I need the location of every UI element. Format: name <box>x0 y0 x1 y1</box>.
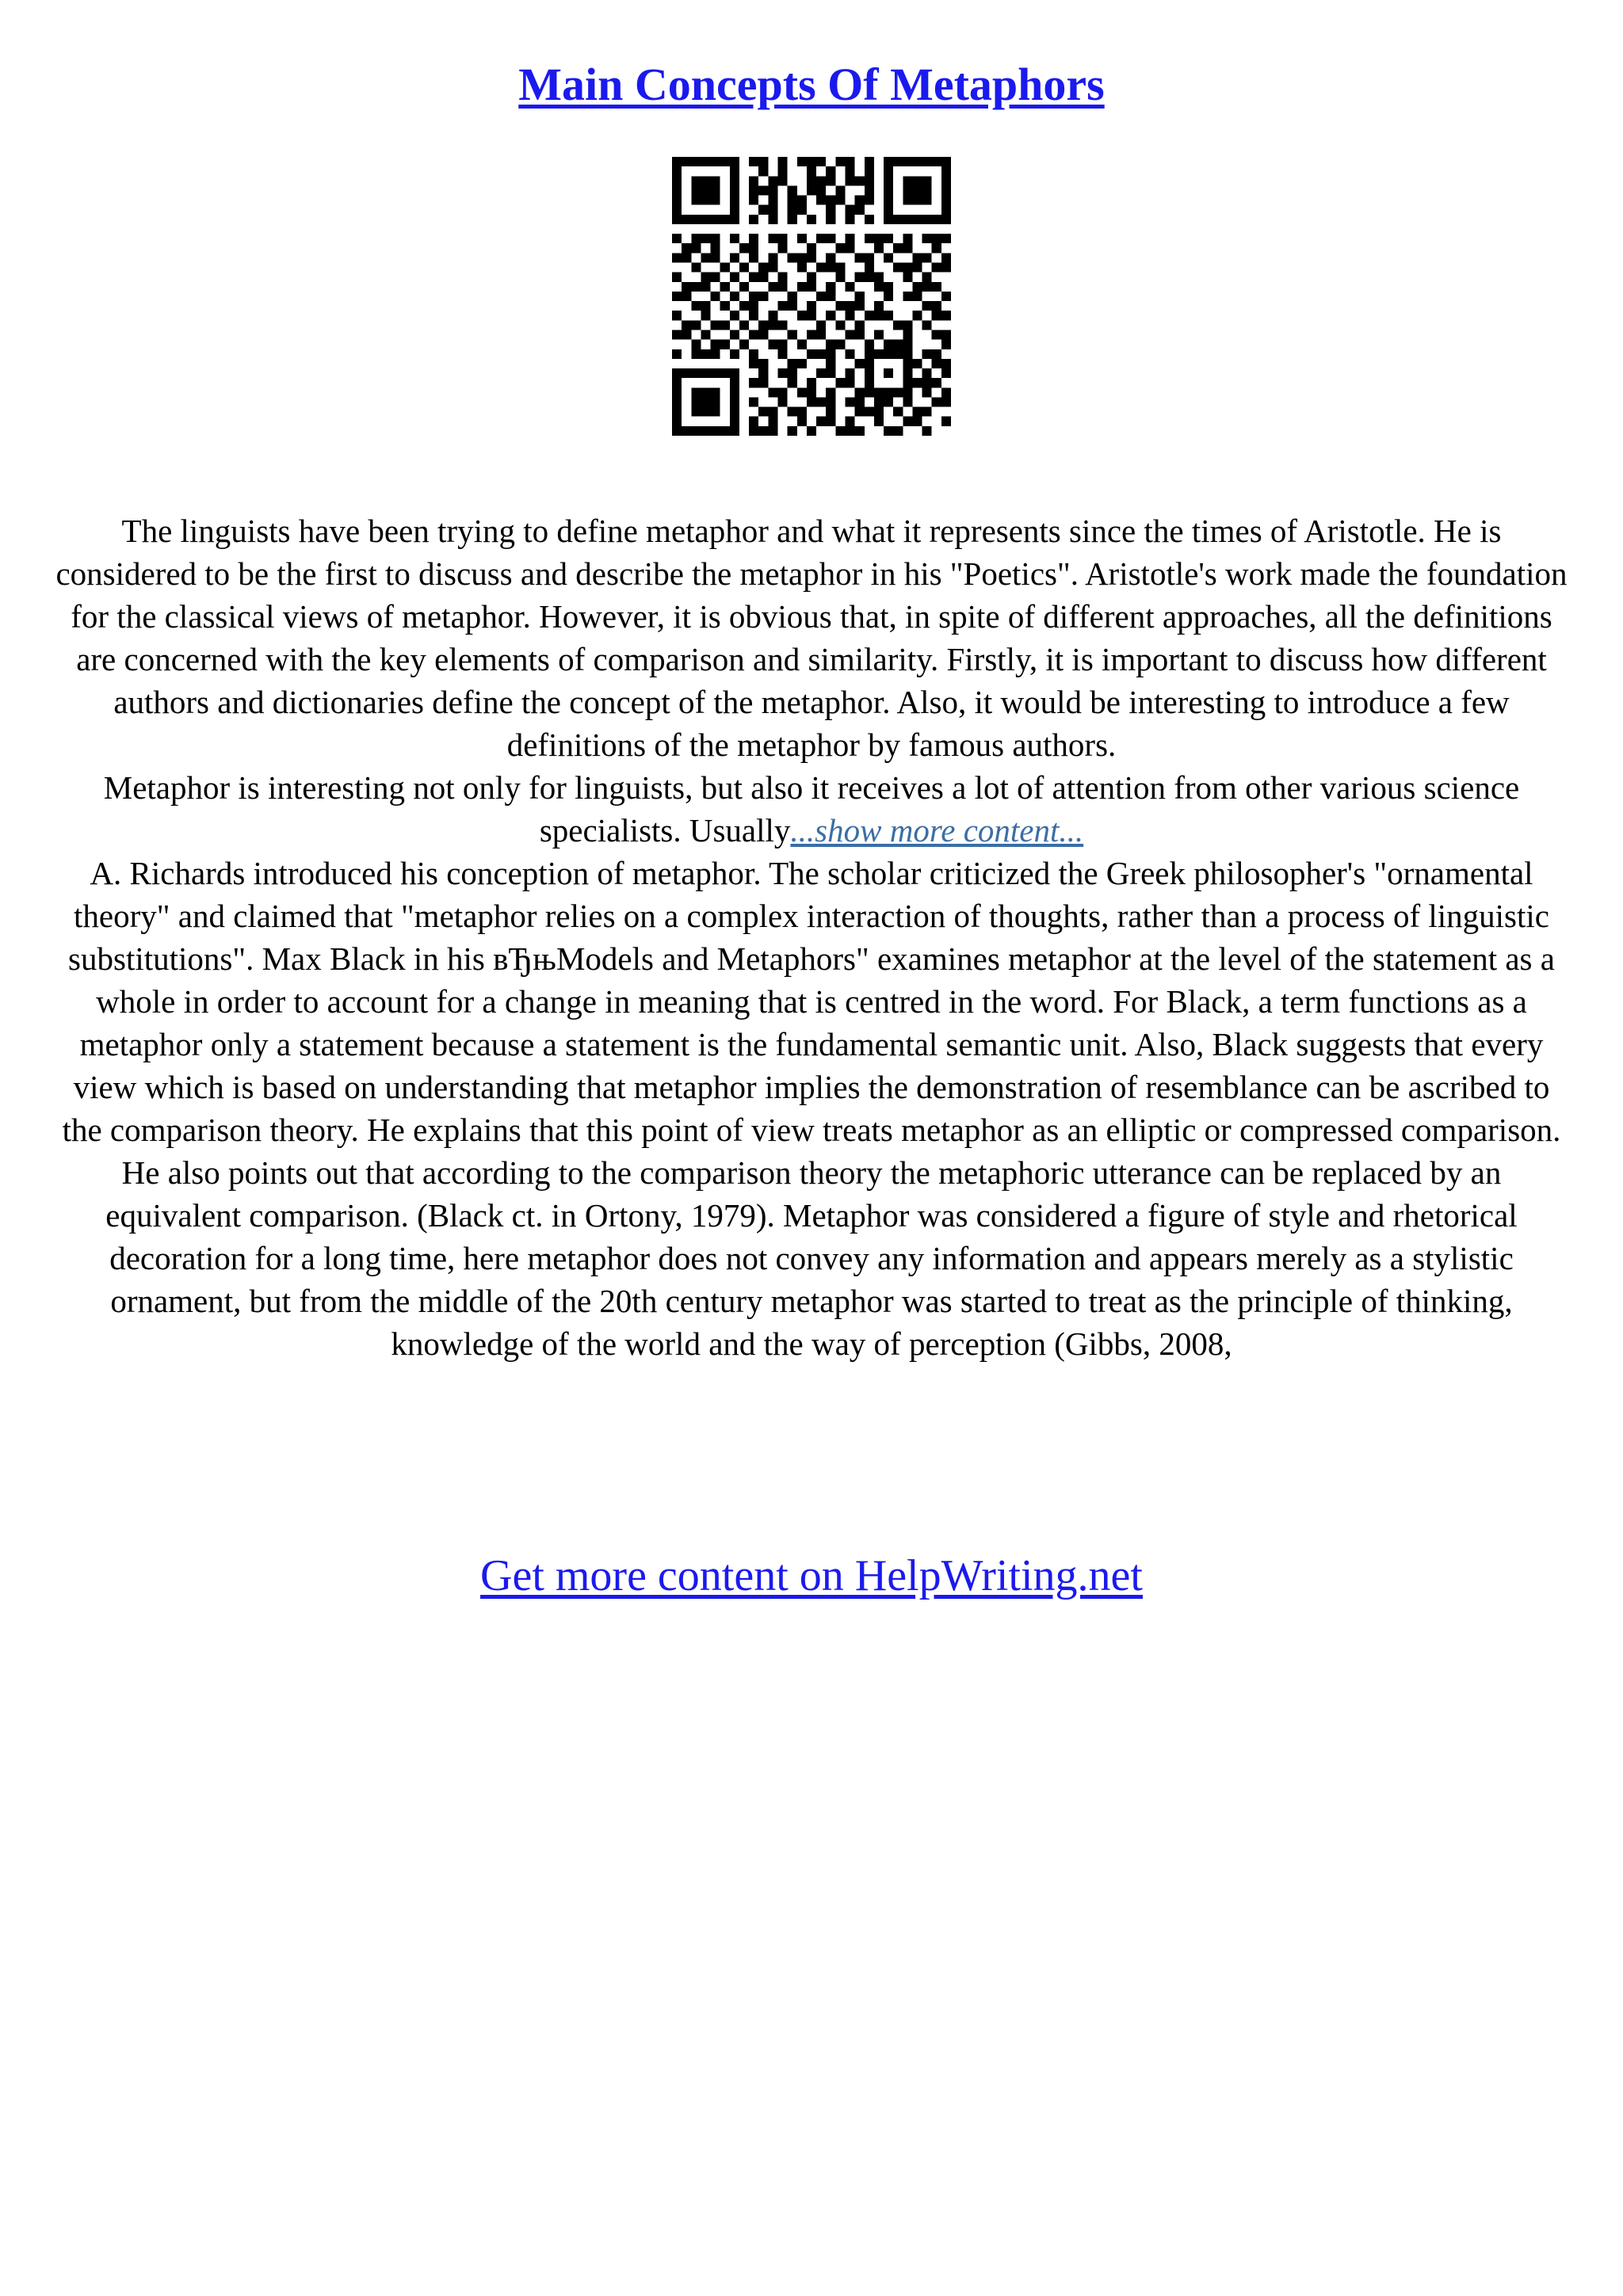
page-title <box>0 57 1623 113</box>
title-link[interactable]: Main Concepts Of Metaphors <box>518 59 1105 110</box>
article-body <box>51 509 1572 1365</box>
qr-code <box>672 157 951 436</box>
excerpt-text: Metaphor is interesting not only for linguists, but also it receives a lot of attention from other various science specialists. Usually <box>103 769 1520 849</box>
get-more-content-link[interactable]: Get more content on HelpWriting.net <box>480 1551 1143 1600</box>
footer-cta <box>0 1550 1623 1603</box>
qr-code-icon <box>672 157 951 436</box>
paragraph-intro: The linguists have been trying to define metaphor and what it represents since the times of Aristotle. He is considered to be the first to discuss and describe the metaphor in his "Poetics". Aristotle's work made the foundation for the classical views of metaphor. However, it is obvious that, in spite of different approaches, all the definitions are concerned with the key elements of comparison and similarity. Firstly, it is important to discuss how different authors and dictionaries define the concept of the metaphor. Also, it would be interesting to introduce a few definitions of the metaphor by famous authors. <box>55 513 1568 763</box>
paragraph-continuation: A. Richards introduced his conception of metaphor. The scholar criticized the Greek philosopher's "ornamental theory" and claimed that "metaphor relies on a complex interaction of thoughts, rather than a process of linguistic substitutions". Max Black in his вЂњModels and Metaphors" examines metaphor at the level of the statement as a whole in order to account for a change in meaning that is centred in the word. For Black, a term functions as a metaphor only a statement because a statement is the fundamental semantic unit. Also, Black suggests that every view which is based on understanding that metaphor implies the demonstration of resemblance can be ascribed to the comparison theory. He explains that this point of view treats metaphor as an elliptic or compressed comparison. He also points out that according to the comparison theory the metaphoric utterance can be replaced by an equivalent comparison. (Black ct. in Ortony, 1979). Metaphor was considered a figure of style and rhetorical decoration for a long time, here metaphor does not convey any information and appears merely as a stylistic ornament, but from the middle of the 20th century metaphor was started to treat as the principle of thinking, knowledge of the world and the way of perception (Gibbs, 2008, <box>62 855 1561 1362</box>
show-more-link[interactable]: ...show more content... <box>790 812 1084 849</box>
paragraph-excerpt <box>51 766 1572 852</box>
